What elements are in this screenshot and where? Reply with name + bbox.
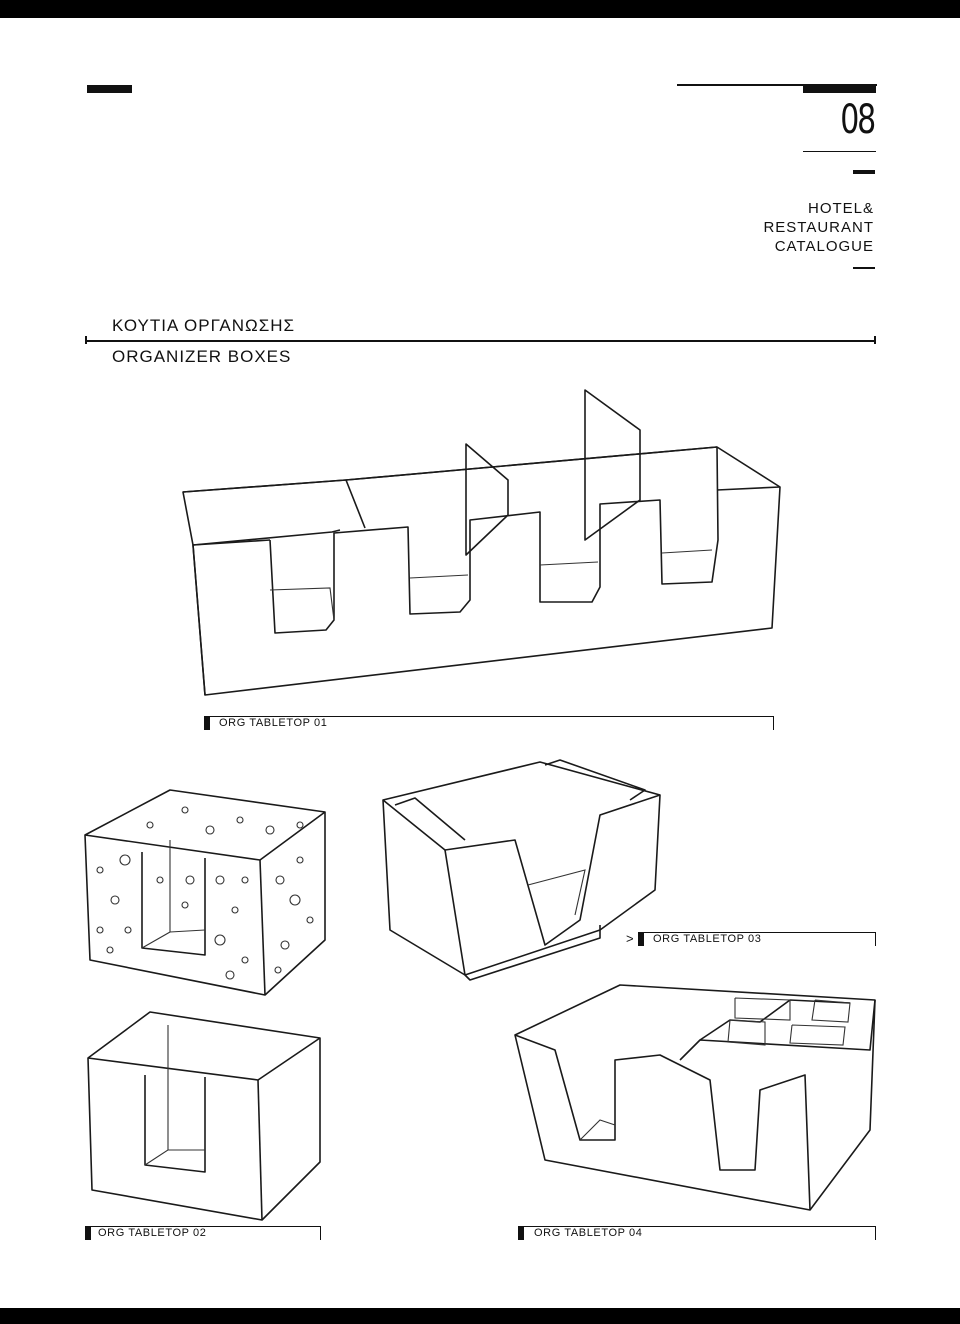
page-number: 08 <box>840 97 874 143</box>
catalogue-line-2: RESTAURANT <box>763 219 874 236</box>
product-label-01-text: ORG TABLETOP 01 <box>219 717 328 729</box>
catalogue-line-3: CATALOGUE <box>774 238 874 255</box>
catalogue-line-1: HOTEL& <box>807 200 874 217</box>
product-label-03-text: ORG TABLETOP 03 <box>653 933 762 945</box>
product-label-02-text: ORG TABLETOP 02 <box>98 1227 207 1239</box>
product-label-03-prefix: > <box>626 931 634 946</box>
product-label-04 <box>518 1226 876 1240</box>
section-title-greek: ΚΟΥΤΙΑ ΟΡΓΑΝΩΣΗΣ <box>112 316 296 335</box>
section-title-english: ORGANIZER BOXES <box>112 347 292 366</box>
product-label-04-text: ORG TABLETOP 04 <box>534 1227 643 1239</box>
